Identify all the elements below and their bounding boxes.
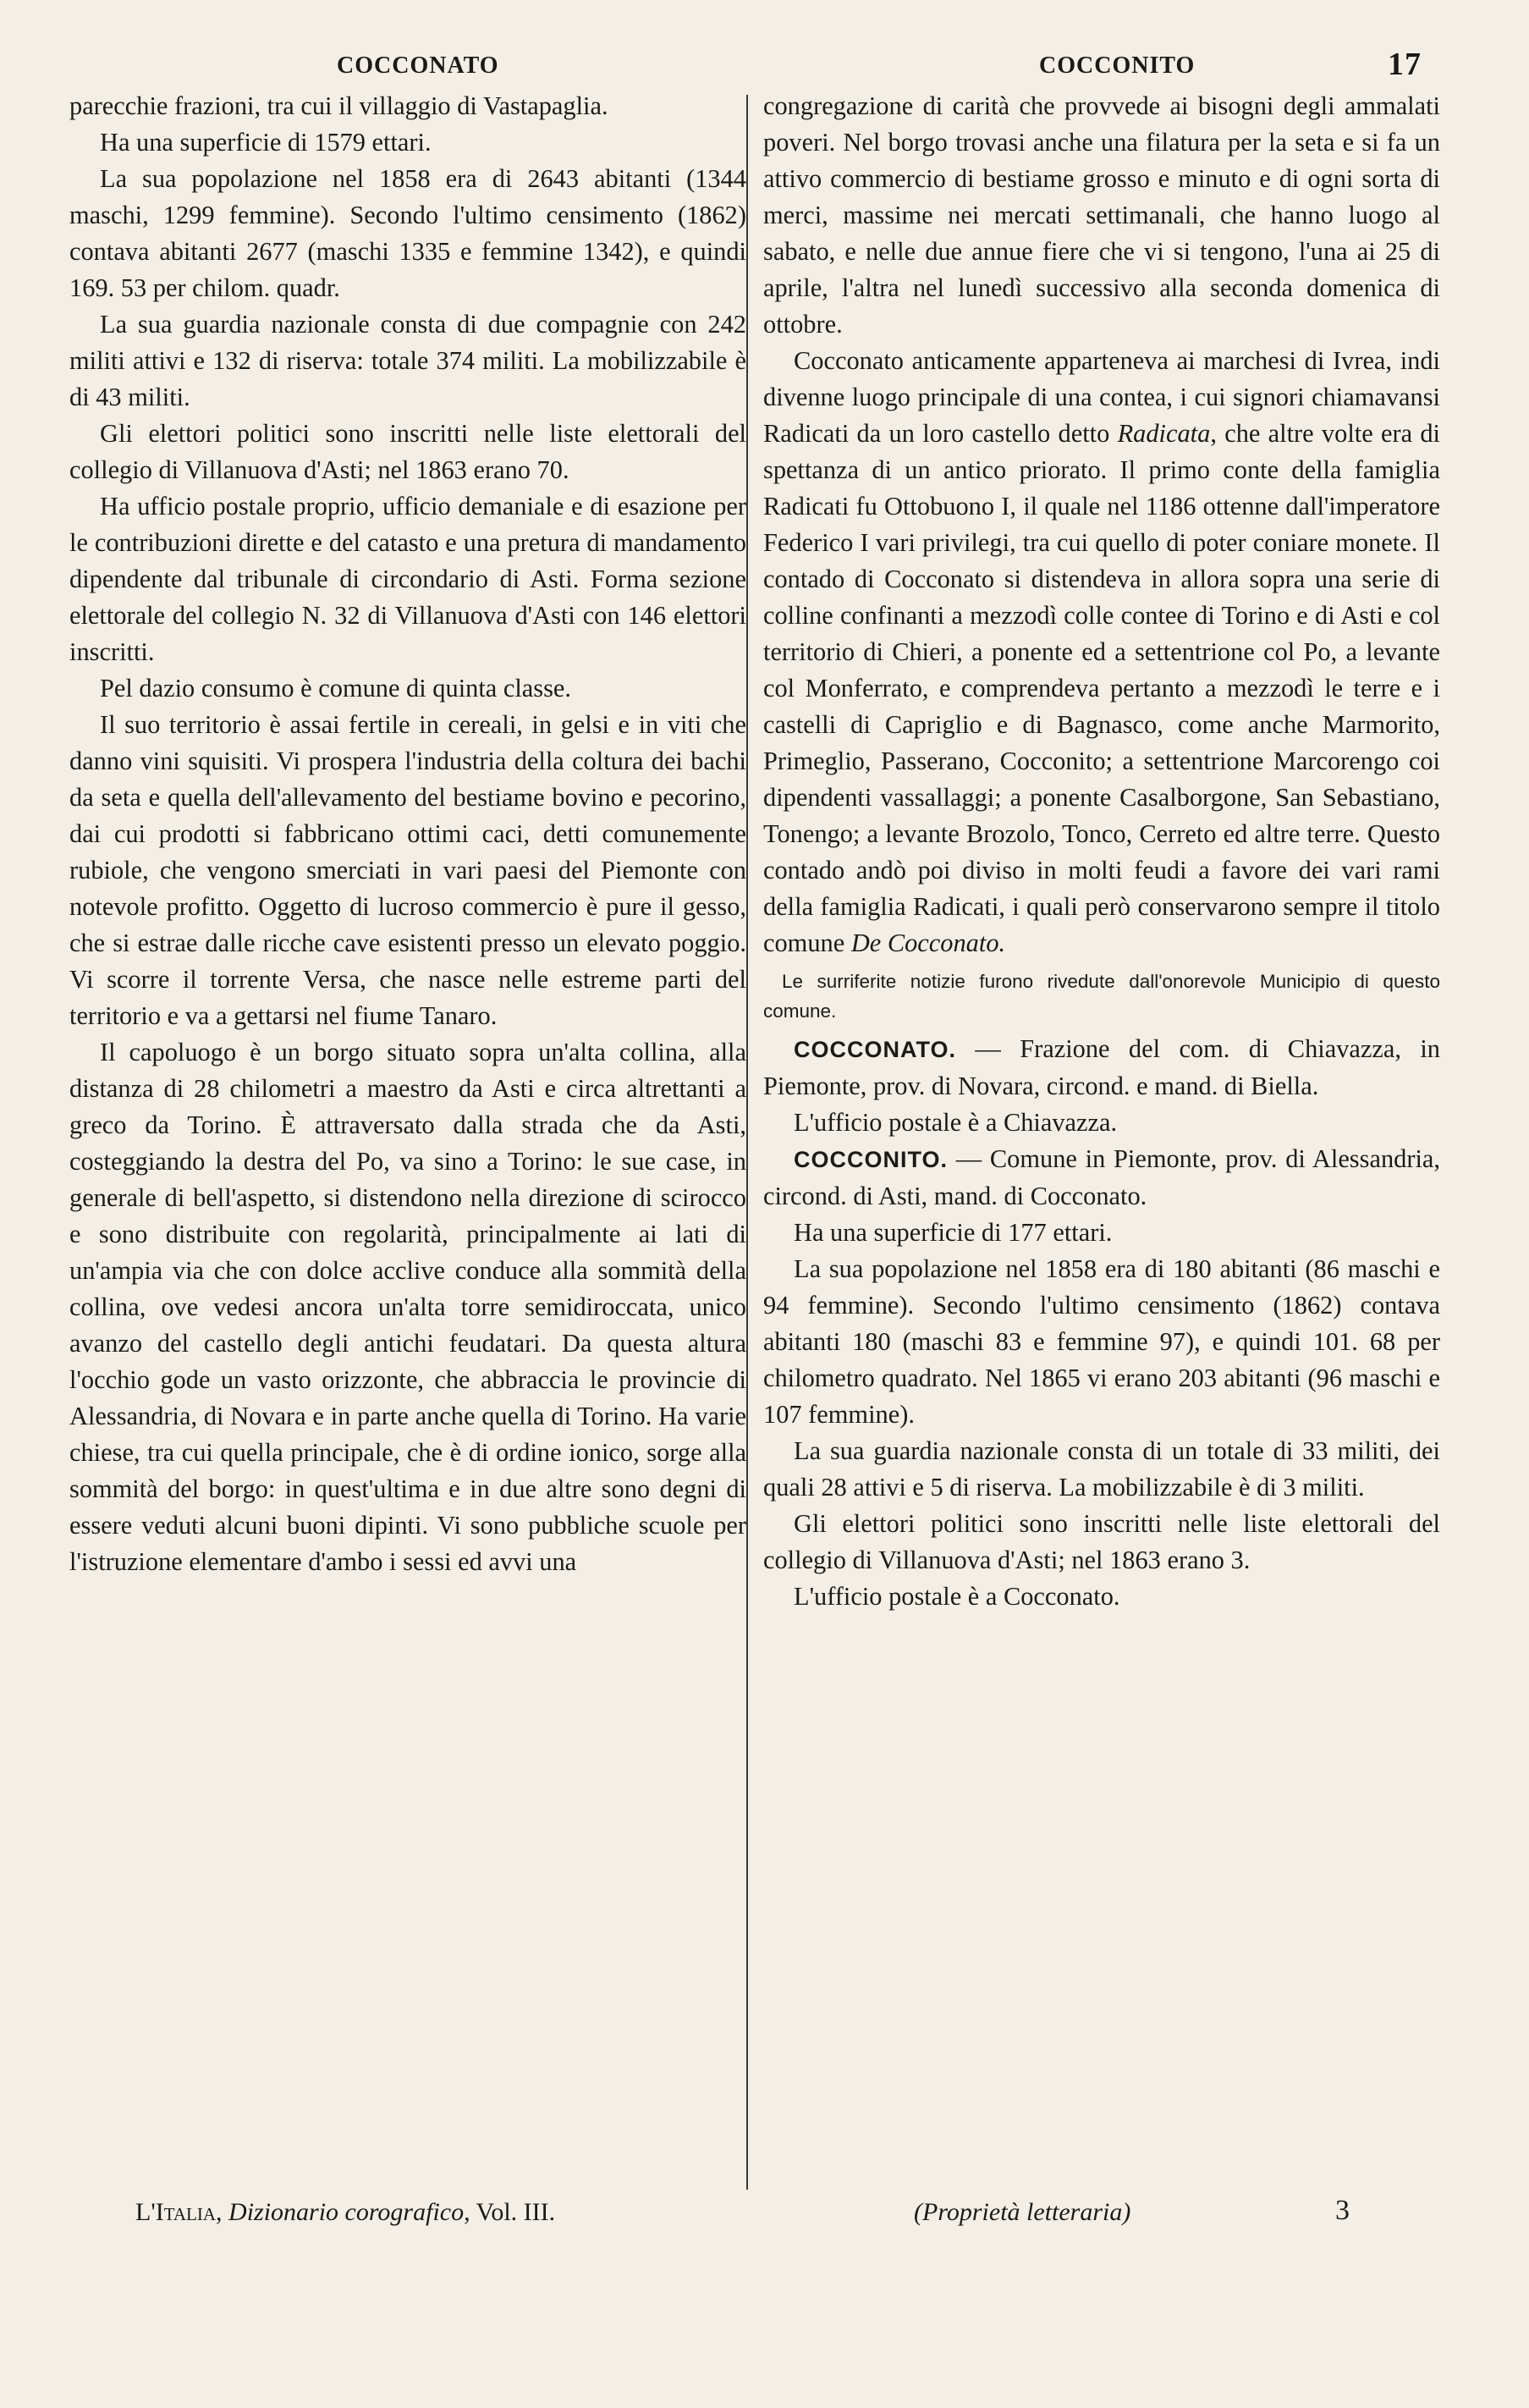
paragraph: parecchie frazioni, tra cui il villaggio di Vastapaglia. bbox=[69, 91, 608, 120]
running-head-left: COCCONATO bbox=[337, 52, 499, 79]
editorial-note: Le surriferite notizie furono rivedute dall'onorevole Municipio di questo comune. bbox=[763, 971, 1440, 1022]
text-run: L'Italia, bbox=[135, 2198, 229, 2226]
paragraph: Ha ufficio postale proprio, ufficio demaniale e di esazione per le contribuzioni dirette e del catasto e una pretura di mandamento dipendente dal tribunale di circondario di Asti. Forma sezione elettorale del collegio N. 32 di Villanuova d'Asti con 146 elettori inscritti. bbox=[69, 492, 746, 666]
running-head-right: COCCONITO bbox=[1039, 52, 1196, 79]
footer-rights: (Proprietà letteraria) bbox=[914, 2198, 1131, 2226]
italic-term: Radicata bbox=[1117, 419, 1211, 448]
paragraph: La sua guardia nazionale consta di un totale di 33 militi, dei quali 28 attivi e 5 di riserva. La mobilizzabile è di 3 militi. bbox=[763, 1436, 1440, 1502]
paragraph: La sua popolazione nel 1858 era di 2643 abitanti (1344 maschi, 1299 femmine). Secondo l'ultimo censimento (1862) contava abitanti 2677 (maschi 1335 e femmine 1342), e quindi 169. 53 per chilom. quadr. bbox=[69, 164, 746, 302]
paragraph: La sua popolazione nel 1858 era di 180 abitanti (86 maschi e 94 femmine). Secondo l'ultimo censimento (1862) contava abitanti 180 (maschi 83 e femmine 97), e quindi 101. 68 per chilometro quadrato. Nel 1865 vi erano 203 abitanti (96 maschi e 107 femmine). bbox=[763, 1254, 1440, 1429]
paragraph: L'ufficio postale è a Chiavazza. bbox=[794, 1108, 1118, 1137]
paragraph: La sua guardia nazionale consta di due compagnie con 242 militi attivi e 132 di riserva: totale 374 militi. La mobilizzabile è di 43 militi. bbox=[69, 310, 746, 411]
right-column bbox=[763, 88, 1440, 1615]
paragraph: Il suo territorio è assai fertile in cereali, in gelsi e in viti che danno vini squisiti. Vi prospera l'industria della coltura dei bachi da seta e quella dell'allevamento del bestiame bovino e pecorino, dai cui prodotti si fabbricano ottimi caci, detti comunemente rubiole, che vengono smerciati in vari paesi del Piemonte con notevole profitto. Oggetto di lucroso commercio è pure il gesso, che si estrae dalle ricche cave esistenti presso un elevato poggio. Vi scorre il torrente Versa, che nasce nelle estreme parti del territorio e va a gettarsi nel fiume Tanaro. bbox=[69, 710, 746, 1030]
text-run: — Frazione del com. di Chiavazza, in Piemonte, prov. di Novara, circond. e mand. di Biella. bbox=[763, 1034, 1440, 1100]
paragraph: Gli elettori politici sono inscritti nelle liste elettorali del collegio di Villanuova d'Asti; nel 1863 erano 70. bbox=[69, 419, 746, 484]
entry-paragraph bbox=[763, 1031, 1440, 1105]
italic-term: Dizionario corografico bbox=[228, 2198, 465, 2226]
paragraph: Il capoluogo è un borgo situato sopra un'alta collina, alla distanza di 28 chilometri a maestro da Asti e circa altrettanti a greco da Torino. È attraversato dalla strada che da Asti, costeggiando la destra del Po, va sino a Torino: le sue case, in generale di bell'aspetto, si distendono nella direzione di scirocco e sono distribuite con regolarità, principalmente ai lati di un'ampia via che con dolce acclive conduce alla sommità della collina, ove vedesi ancora un'alta torre semidiroccata, unico avanzo del castello degli antichi feudatari. Da questa altura l'occhio gode un vasto orizzonte, che abbraccia le provincie di Alessandria, di Novara e in parte anche quella di Torino. Ha varie chiese, tra cui quella principale, che è di ordine ionico, sorge alla sommità del borgo: in quest'ultima e in due altre sono degni di essere veduti alcuni buoni dipinti. Vi sono pubbliche scuole per l'istruzione elementare d'ambo i sessi ed avvi una bbox=[69, 1038, 746, 1576]
page-number: 17 bbox=[1388, 47, 1422, 82]
text-run: , che altre volte era di spettanza di un antico priorato. Il primo conte della famiglia Radicati fu Ottobuono I, il quale nel 1186 ottenne dall'imperatore Federico I vari privilegi, tra cui quello di poter coniare monete. Il contado di Cocconato si distendeva in allora sopra una serie di colline confinanti a mezzodì colle contee di Torino e di Asti e col territorio di Chieri, a ponente ed a settentrione col Po, a levante col Monferrato, e comprendeva pertanto a mezzodì le terre e i castelli di Capriglio e di Bagnasco, come anche Marmorito, Primeglio, Passerano, Cocconito; a settentrione Marcorengo coi dipendenti vassallaggi; a ponente Casalborgone, San Sebastiano, Tonengo; a levante Brozolo, Tonco, Cerreto ed altre terre. Questo contado andò poi diviso in molti feudi a favore dei vari rami della famiglia Radicati, i quali però conservarono sempre il titolo comune bbox=[763, 419, 1441, 957]
paragraph: Ha una superficie di 177 ettari. bbox=[794, 1218, 1113, 1247]
signature-mark: 3 bbox=[1335, 2195, 1350, 2226]
paragraph: congregazione di carità che provvede ai bisogni degli ammalati poveri. Nel borgo trovasi anche una filatura per la seta e si fa un attivo commercio di bestiame grosso e minuto e di ogni sorta di merci, massime nei mercati settimanali, che hanno luogo al sabato, e nelle due annue fiere che vi si tengono, l'una ai 25 di aprile, l'altra nel lunedì successivo alla seconda domenica di ottobre. bbox=[763, 91, 1440, 339]
column-divider bbox=[746, 95, 748, 2190]
text-run: , Vol. III. bbox=[464, 2198, 556, 2226]
entry-headword: COCCONATO. bbox=[794, 1037, 956, 1062]
text-run: — Comune in Piemonte, prov. di Alessandria, circond. di Asti, mand. di Cocconato. bbox=[763, 1144, 1440, 1210]
text-run: Cocconato anticamente apparteneva ai marchesi di Ivrea, indi divenne luogo principale di una contea, i cui signori chiamavansi Radicati da un loro castello detto bbox=[763, 346, 1440, 448]
paragraph: L'ufficio postale è a Cocconato. bbox=[794, 1582, 1120, 1611]
entry-headword: COCCONITO. bbox=[794, 1147, 949, 1172]
left-column bbox=[69, 88, 746, 1580]
italic-term: De Cocconato. bbox=[850, 928, 1006, 957]
paragraph bbox=[763, 343, 1440, 962]
paragraph: Pel dazio consumo è comune di quinta classe. bbox=[100, 674, 572, 703]
footer-imprint bbox=[135, 2198, 555, 2227]
paragraph: Ha una superficie di 1579 ettari. bbox=[100, 128, 432, 157]
paragraph: Gli elettori politici sono inscritti nelle liste elettorali del collegio di Villanuova d'Asti; nel 1863 erano 3. bbox=[763, 1509, 1440, 1574]
entry-paragraph bbox=[763, 1141, 1440, 1215]
